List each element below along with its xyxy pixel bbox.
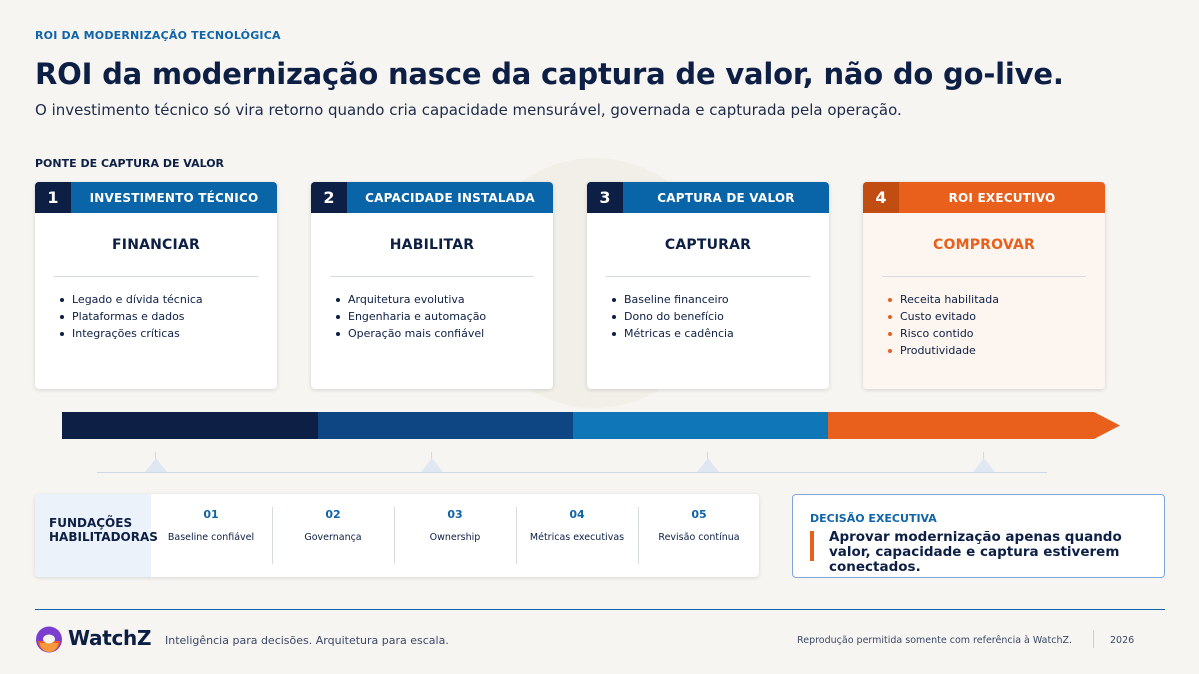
card-title: CAPTURA DE VALOR [657, 190, 795, 205]
arrow-segment-1 [62, 412, 318, 439]
list-item: Métricas e cadência [612, 325, 829, 342]
foundation-connector-line [97, 472, 1047, 473]
card-verb: COMPROVAR [933, 237, 1035, 253]
bridge-card-captura [587, 182, 829, 389]
card-header [311, 182, 553, 213]
arrow-segment-4 [828, 412, 1120, 439]
eyebrow-label: ROI DA MODERNIZAÇÃO TECNOLÓGICA [35, 29, 281, 42]
list-item: Integrações críticas [60, 325, 277, 342]
card-divider [882, 276, 1086, 277]
card-number: 4 [863, 182, 899, 213]
card-divider [606, 276, 810, 277]
card-bullet-list [336, 291, 553, 342]
bridge-card-investimento [35, 182, 277, 389]
list-item: Legado e dívida técnica [60, 291, 277, 308]
card-number: 3 [587, 182, 623, 213]
list-item: Risco contido [888, 325, 1105, 342]
card-header [863, 182, 1105, 213]
foundation-text: Métricas executivas [529, 532, 625, 543]
connector-marker [421, 458, 443, 472]
foundation-item [272, 494, 394, 577]
card-header [35, 182, 277, 213]
foundation-item [150, 494, 272, 577]
page-subtitle: O investimento técnico só vira retorno quando cria capacidade mensurável, governada e capturada pela operação. [35, 101, 902, 119]
card-header [587, 182, 829, 213]
foundation-text: Ownership [429, 532, 481, 543]
executive-decision-box [792, 494, 1165, 578]
foundation-text: Revisão contínua [658, 532, 740, 543]
foundation-number: 04 [569, 508, 585, 521]
foundation-text: Governança [304, 532, 362, 543]
bridge-card-capacidade [311, 182, 553, 389]
list-item: Dono do benefício [612, 308, 829, 325]
card-divider [330, 276, 534, 277]
bridge-card-roi [863, 182, 1105, 389]
footer-year: 2026 [1110, 635, 1135, 646]
foundation-number: 01 [203, 508, 219, 521]
bridge-section-label: PONTE DE CAPTURA DE VALOR [35, 157, 225, 170]
card-title: ROI EXECUTIVO [948, 190, 1056, 205]
card-bullet-list [60, 291, 277, 342]
connector-marker [145, 458, 167, 472]
connector-marker [697, 458, 719, 472]
footer-divider [35, 609, 1165, 610]
decision-label: DECISÃO EXECUTIVA [810, 512, 937, 525]
card-number: 2 [311, 182, 347, 213]
foundation-number: 03 [447, 508, 463, 521]
card-divider [54, 276, 258, 277]
foundation-number: 05 [691, 508, 707, 521]
card-verb: CAPTURAR [664, 237, 752, 253]
foundation-item [394, 494, 516, 577]
footer-separator [1093, 630, 1094, 648]
card-verb: HABILITAR [389, 237, 475, 253]
foundations-label: FUNDAÇÕES HABILITADORAS [35, 494, 151, 577]
foundation-text: Baseline confiável [167, 532, 255, 543]
watchz-logo-icon [35, 626, 63, 653]
brand-tagline: Inteligência para decisões. Arquitetura para escala. [165, 634, 449, 647]
arrow-segment-2 [318, 412, 574, 439]
card-number: 1 [35, 182, 71, 213]
list-item: Baseline financeiro [612, 291, 829, 308]
card-title: INVESTIMENTO TÉCNICO [89, 190, 259, 205]
connector-marker [973, 458, 995, 472]
decision-text: Aprovar modernização apenas quando valor, capacidade e captura estiverem conectados. [829, 529, 1122, 575]
decision-accent-bar [810, 531, 814, 561]
page-title: ROI da modernização nasce da captura de valor, não do go-live. [35, 57, 1064, 91]
list-item: Plataformas e dados [60, 308, 277, 325]
brand-name: WatchZ [68, 626, 152, 650]
foundation-number: 02 [325, 508, 341, 521]
arrow-segment-3 [573, 412, 829, 439]
list-item: Produtividade [888, 342, 1105, 359]
list-item: Receita habilitada [888, 291, 1105, 308]
list-item: Operação mais confiável [336, 325, 553, 342]
list-item: Arquitetura evolutiva [336, 291, 553, 308]
copyright-note: Reprodução permitida somente com referência à WatchZ. [797, 635, 1072, 646]
card-title: CAPACIDADE INSTALADA [365, 190, 535, 205]
card-bullet-list [888, 291, 1105, 359]
list-item: Custo evitado [888, 308, 1105, 325]
foundation-item [638, 494, 759, 577]
value-bridge-arrow [62, 412, 1120, 439]
card-verb: FINANCIAR [112, 237, 200, 253]
foundation-item [516, 494, 638, 577]
foundations-panel [35, 494, 759, 577]
list-item: Engenharia e automação [336, 308, 553, 325]
card-bullet-list [612, 291, 829, 342]
